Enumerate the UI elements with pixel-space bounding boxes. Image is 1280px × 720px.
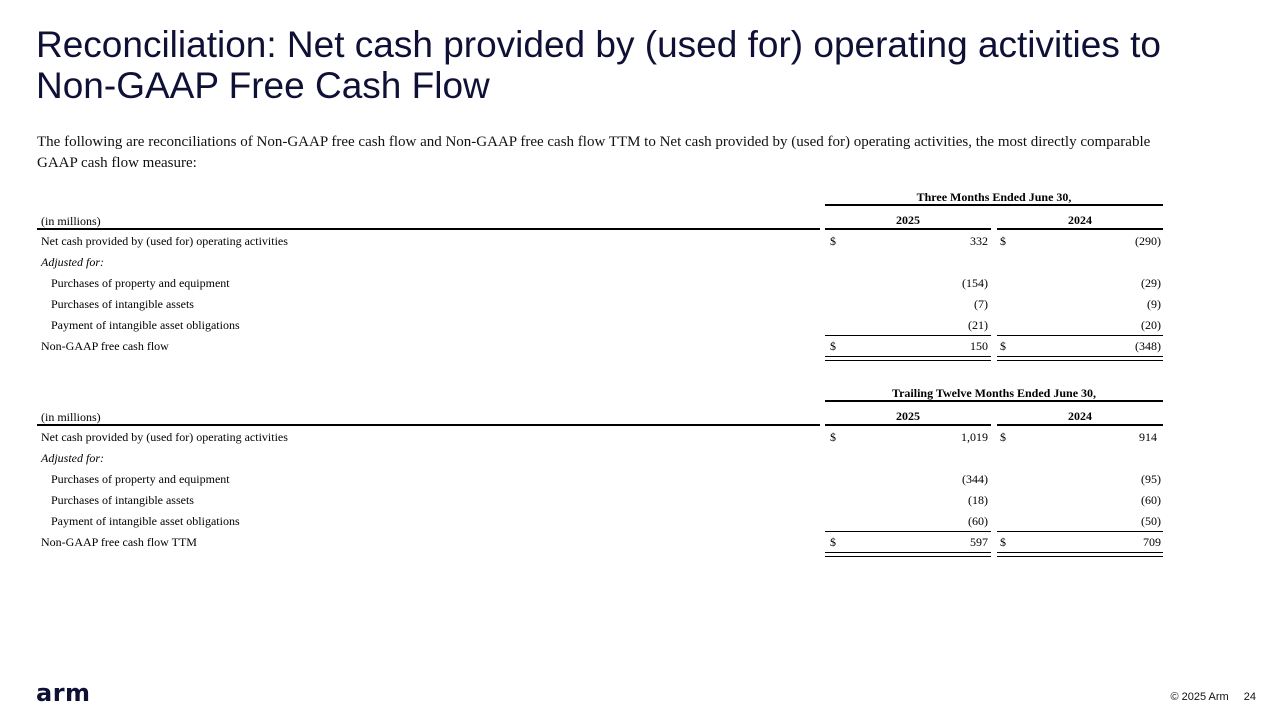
dollar-sign: $ — [830, 234, 836, 248]
value-2025: (21) — [968, 318, 988, 332]
value-2024: (29) — [1141, 276, 1161, 290]
total-double-rule — [997, 356, 1163, 361]
intro-paragraph: The following are reconciliations of Non-GAAP free cash flow and Non-GAAP free cash flow TTM to Net cash provided by (used for) operating activities, the most directly comparable GAAP cash flow measure: — [37, 134, 1151, 171]
value-2025: (154) — [962, 276, 988, 290]
value-2024: (60) — [1141, 493, 1161, 507]
units-label: (in millions) — [41, 214, 101, 228]
table-row-total — [37, 532, 1163, 553]
value-2025: (344) — [962, 472, 988, 486]
table-row — [37, 231, 1163, 252]
arm-logo: arm — [36, 679, 91, 707]
dollar-sign: $ — [830, 339, 836, 353]
row-label: Adjusted for: — [41, 255, 104, 269]
value-2024: (50) — [1141, 514, 1161, 528]
row-label: Purchases of intangible assets — [51, 297, 194, 311]
year-header-2025: 2025 — [825, 210, 991, 230]
trailing-twelve-months-table — [37, 384, 1163, 564]
total-double-rule — [997, 552, 1163, 557]
row-label: Net cash provided by (used for) operating activities — [41, 234, 288, 248]
total-double-rule — [825, 356, 991, 361]
slide-title: Reconciliation: Net cash provided by (used for) operating activities to Non-GAAP Free Cash Flow — [36, 24, 1161, 106]
value-2025: 1,019 — [961, 430, 988, 444]
table-row — [37, 427, 1163, 448]
table-row — [37, 252, 1163, 273]
table-row — [37, 490, 1163, 511]
year-header-2024: 2024 — [997, 210, 1163, 230]
dollar-sign: $ — [830, 430, 836, 444]
year-header-2025: 2025 — [825, 406, 991, 426]
row-label: Adjusted for: — [41, 451, 104, 465]
column-header-row — [37, 405, 1163, 426]
column-header-row — [37, 209, 1163, 230]
table-body — [37, 427, 1163, 553]
value-2025: 332 — [970, 234, 988, 248]
table-row — [37, 448, 1163, 469]
table-row — [37, 315, 1163, 336]
three-months-table — [37, 188, 1163, 368]
value-2024: (290) — [1135, 234, 1161, 248]
dollar-sign: $ — [1000, 535, 1006, 549]
copyright-text: © 2025 Arm — [1170, 691, 1229, 703]
row-label: Payment of intangible asset obligations — [51, 318, 240, 332]
table-row — [37, 511, 1163, 532]
row-label: Net cash provided by (used for) operating activities — [41, 430, 288, 444]
dollar-sign: $ — [1000, 234, 1006, 248]
value-2024: 709 — [1143, 535, 1161, 549]
year-header-2024: 2024 — [997, 406, 1163, 426]
table-row — [37, 469, 1163, 490]
value-2025: (7) — [974, 297, 988, 311]
group-header: Trailing Twelve Months Ended June 30, — [825, 384, 1163, 402]
value-2024: (348) — [1135, 339, 1161, 353]
total-double-rule — [825, 552, 991, 557]
table-body — [37, 231, 1163, 357]
header-rule — [37, 228, 820, 230]
slide-footer — [1170, 690, 1256, 704]
value-2025: 150 — [970, 339, 988, 353]
row-label: Payment of intangible asset obligations — [51, 514, 240, 528]
table-row-total — [37, 336, 1163, 357]
value-2025: 597 — [970, 535, 988, 549]
dollar-sign: $ — [1000, 339, 1006, 353]
header-rule — [37, 424, 820, 426]
value-2024: 914 — [1139, 430, 1157, 444]
page-number: 24 — [1243, 691, 1256, 703]
value-2025: (18) — [968, 493, 988, 507]
group-header: Three Months Ended June 30, — [825, 188, 1163, 206]
row-label: Purchases of property and equipment — [51, 276, 230, 290]
dollar-sign: $ — [1000, 430, 1006, 444]
units-label: (in millions) — [41, 410, 101, 424]
table-row — [37, 273, 1163, 294]
row-label: Non-GAAP free cash flow TTM — [41, 535, 197, 549]
value-2024: (9) — [1147, 297, 1161, 311]
dollar-sign: $ — [830, 535, 836, 549]
value-2024: (95) — [1141, 472, 1161, 486]
value-2024: (20) — [1141, 318, 1161, 332]
row-label: Purchases of intangible assets — [51, 493, 194, 507]
row-label: Purchases of property and equipment — [51, 472, 230, 486]
row-label: Non-GAAP free cash flow — [41, 339, 169, 353]
value-2025: (60) — [968, 514, 988, 528]
table-row — [37, 294, 1163, 315]
